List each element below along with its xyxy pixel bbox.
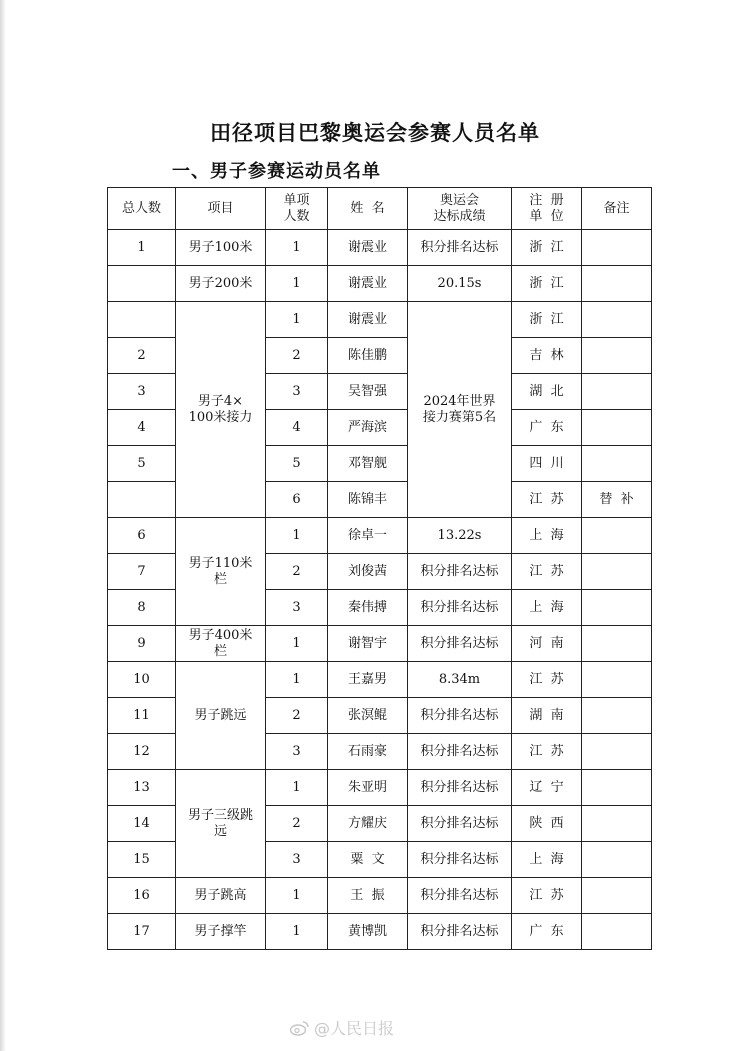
cell-event: 男子100米 — [176, 230, 266, 266]
cell-total: 14 — [108, 806, 176, 842]
table-row — [108, 302, 652, 338]
cell-standard: 积分排名达标 — [408, 806, 512, 842]
cell-name: 谢智宇 — [328, 626, 408, 662]
cell-count: 2 — [266, 698, 328, 734]
cell-count: 1 — [266, 230, 328, 266]
table-row — [108, 518, 652, 554]
cell-event: 男子400米 栏 — [176, 626, 266, 662]
page-edge-shadow — [0, 0, 6, 1051]
cell-count: 1 — [266, 770, 328, 806]
cell-count: 2 — [266, 554, 328, 590]
cell-total: 16 — [108, 878, 176, 914]
cell-unit: 江 苏 — [512, 554, 582, 590]
cell-count: 1 — [266, 914, 328, 950]
cell-total: 11 — [108, 698, 176, 734]
cell-count: 1 — [266, 626, 328, 662]
cell-standard: 积分排名达标 — [408, 554, 512, 590]
cell-unit: 江 苏 — [512, 662, 582, 698]
cell-name: 严海滨 — [328, 410, 408, 446]
cell-note — [582, 698, 652, 734]
cell-standard: 20.15s — [408, 266, 512, 302]
cell-count: 4 — [266, 410, 328, 446]
cell-count: 1 — [266, 302, 328, 338]
cell-unit: 上 海 — [512, 590, 582, 626]
cell-note — [582, 518, 652, 554]
cell-unit: 四 川 — [512, 446, 582, 482]
cell-count: 5 — [266, 446, 328, 482]
cell-note — [582, 338, 652, 374]
header-total: 总人数 — [108, 188, 176, 230]
cell-note — [582, 914, 652, 950]
cell-standard: 积分排名达标 — [408, 230, 512, 266]
cell-unit: 浙 江 — [512, 230, 582, 266]
weibo-watermark — [290, 1016, 394, 1039]
cell-total: 10 — [108, 662, 176, 698]
cell-standard: 积分排名达标 — [408, 842, 512, 878]
cell-unit: 湖 南 — [512, 698, 582, 734]
cell-total — [108, 302, 176, 338]
cell-total: 2 — [108, 338, 176, 374]
cell-total: 12 — [108, 734, 176, 770]
cell-standard: 8.34m — [408, 662, 512, 698]
cell-name: 黄博凯 — [328, 914, 408, 950]
cell-unit: 陕 西 — [512, 806, 582, 842]
cell-unit: 江 苏 — [512, 878, 582, 914]
cell-name: 粟 文 — [328, 842, 408, 878]
document-title: 田径项目巴黎奥运会参赛人员名单 — [210, 120, 540, 145]
cell-note — [582, 770, 652, 806]
table-row — [108, 878, 652, 914]
cell-unit: 辽 宁 — [512, 770, 582, 806]
cell-total: 13 — [108, 770, 176, 806]
cell-standard: 积分排名达标 — [408, 590, 512, 626]
header-standard: 奥运会 达标成绩 — [408, 188, 512, 230]
cell-note — [582, 266, 652, 302]
weibo-logo-icon — [290, 1020, 310, 1036]
cell-note: 替 补 — [582, 482, 652, 518]
cell-unit: 湖 北 — [512, 374, 582, 410]
cell-event: 男子200米 — [176, 266, 266, 302]
cell-standard: 积分排名达标 — [408, 734, 512, 770]
cell-total: 6 — [108, 518, 176, 554]
header-notes: 备注 — [582, 188, 652, 230]
cell-total: 1 — [108, 230, 176, 266]
cell-name: 石雨豪 — [328, 734, 408, 770]
cell-standard: 积分排名达标 — [408, 698, 512, 734]
cell-event: 男子4× 100米接力 — [176, 302, 266, 518]
table-row — [108, 914, 652, 950]
cell-note — [582, 626, 652, 662]
cell-total — [108, 482, 176, 518]
cell-standard: 13.22s — [408, 518, 512, 554]
cell-count: 3 — [266, 842, 328, 878]
cell-count: 3 — [266, 374, 328, 410]
cell-standard: 积分排名达标 — [408, 626, 512, 662]
table-row — [108, 626, 652, 662]
cell-name: 刘俊茜 — [328, 554, 408, 590]
cell-note — [582, 374, 652, 410]
cell-total: 7 — [108, 554, 176, 590]
cell-total: 3 — [108, 374, 176, 410]
cell-unit: 浙 江 — [512, 266, 582, 302]
cell-note — [582, 446, 652, 482]
cell-event: 男子撑竿 — [176, 914, 266, 950]
cell-total: 17 — [108, 914, 176, 950]
cell-unit: 吉 林 — [512, 338, 582, 374]
cell-note — [582, 806, 652, 842]
cell-name: 王嘉男 — [328, 662, 408, 698]
table-row — [108, 662, 652, 698]
header-name: 姓 名 — [328, 188, 408, 230]
cell-unit: 上 海 — [512, 518, 582, 554]
cell-name: 谢震业 — [328, 230, 408, 266]
section-heading: 一、男子参赛运动员名单 — [172, 161, 381, 182]
cell-name: 朱亚明 — [328, 770, 408, 806]
cell-unit: 江 苏 — [512, 482, 582, 518]
cell-note — [582, 842, 652, 878]
cell-count: 1 — [266, 266, 328, 302]
cell-event: 男子三级跳 远 — [176, 770, 266, 878]
header-event-count: 单项 人数 — [266, 188, 328, 230]
cell-name: 张溟鲲 — [328, 698, 408, 734]
table-row — [108, 230, 652, 266]
cell-count: 1 — [266, 518, 328, 554]
cell-name: 谢震业 — [328, 266, 408, 302]
cell-total: 4 — [108, 410, 176, 446]
cell-total: 8 — [108, 590, 176, 626]
cell-note — [582, 554, 652, 590]
cell-name: 陈锦丰 — [328, 482, 408, 518]
cell-event: 男子跳高 — [176, 878, 266, 914]
cell-event: 男子跳远 — [176, 662, 266, 770]
cell-unit: 广 东 — [512, 914, 582, 950]
cell-standard: 2024年世界 接力赛第5名 — [408, 302, 512, 518]
cell-total — [108, 266, 176, 302]
cell-name: 徐卓一 — [328, 518, 408, 554]
cell-unit: 上 海 — [512, 842, 582, 878]
cell-total: 9 — [108, 626, 176, 662]
cell-note — [582, 302, 652, 338]
cell-note — [582, 878, 652, 914]
cell-count: 2 — [266, 806, 328, 842]
cell-name: 邓智舰 — [328, 446, 408, 482]
cell-total: 5 — [108, 446, 176, 482]
cell-name: 方耀庆 — [328, 806, 408, 842]
table-row — [108, 266, 652, 302]
athlete-roster-table — [107, 187, 652, 950]
watermark-text: @人民日报 — [314, 1019, 395, 1038]
table-row — [108, 770, 652, 806]
cell-count: 1 — [266, 878, 328, 914]
cell-standard: 积分排名达标 — [408, 914, 512, 950]
cell-event: 男子110米 栏 — [176, 518, 266, 626]
cell-count: 1 — [266, 662, 328, 698]
cell-note — [582, 590, 652, 626]
cell-count: 3 — [266, 734, 328, 770]
cell-count: 3 — [266, 590, 328, 626]
cell-note — [582, 662, 652, 698]
cell-standard: 积分排名达标 — [408, 770, 512, 806]
cell-note — [582, 230, 652, 266]
cell-total: 15 — [108, 842, 176, 878]
cell-unit: 江 苏 — [512, 734, 582, 770]
cell-note — [582, 734, 652, 770]
cell-name: 秦伟搏 — [328, 590, 408, 626]
cell-unit: 浙 江 — [512, 302, 582, 338]
table-header-row — [108, 188, 652, 230]
header-event: 项目 — [176, 188, 266, 230]
cell-name: 王 振 — [328, 878, 408, 914]
cell-unit: 河 南 — [512, 626, 582, 662]
cell-count: 6 — [266, 482, 328, 518]
cell-note — [582, 410, 652, 446]
cell-count: 2 — [266, 338, 328, 374]
header-unit: 注 册 单 位 — [512, 188, 582, 230]
cell-name: 谢震业 — [328, 302, 408, 338]
cell-standard: 积分排名达标 — [408, 878, 512, 914]
cell-name: 吴智强 — [328, 374, 408, 410]
cell-unit: 广 东 — [512, 410, 582, 446]
cell-name: 陈佳鹏 — [328, 338, 408, 374]
